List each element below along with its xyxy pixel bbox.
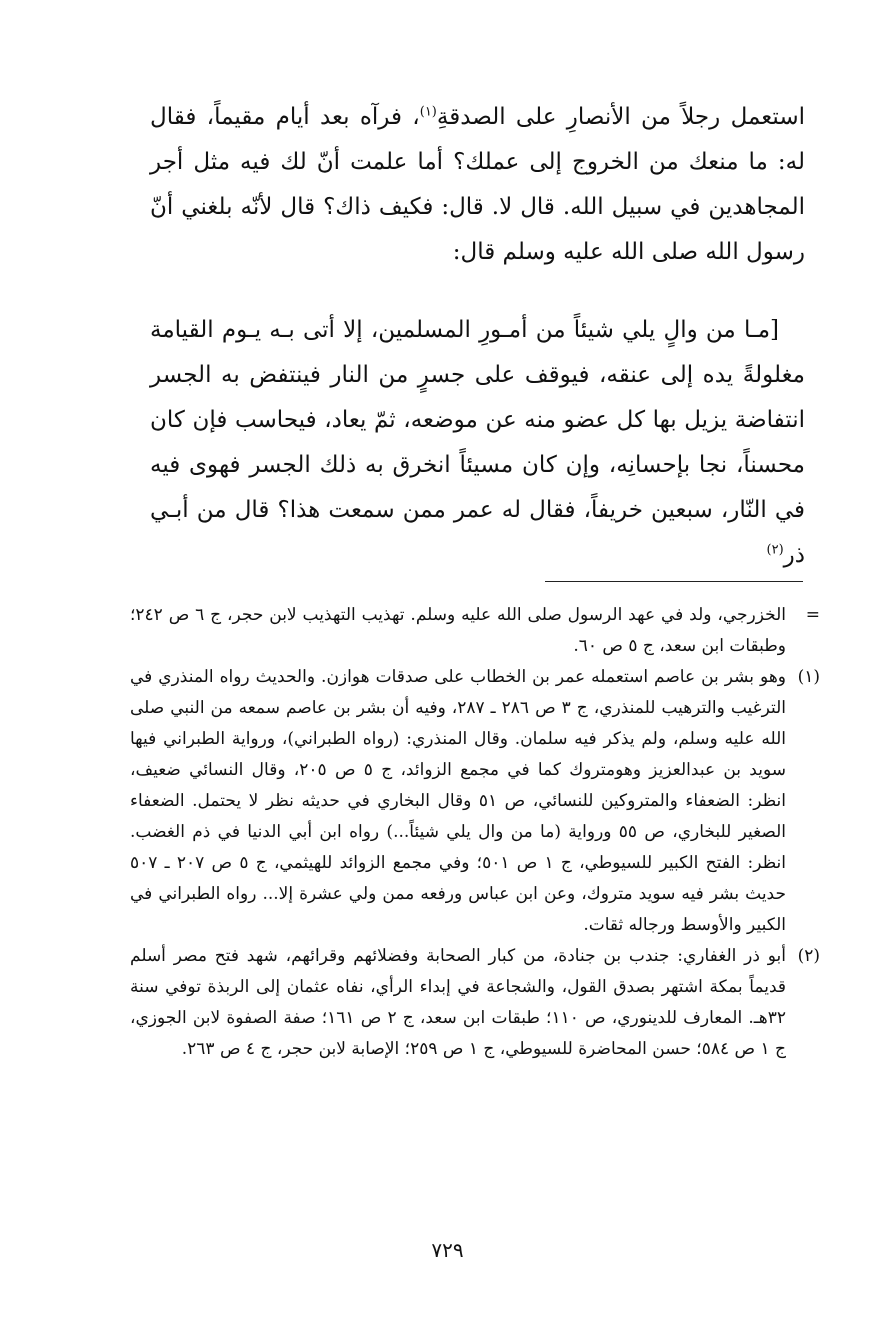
- footnote-marker: (١): [797, 667, 820, 687]
- footnote-1: [130, 662, 820, 941]
- footnotes-section: [130, 600, 820, 1065]
- footnote-text: أبو ذر الغفاري: جندب بن جنادة، من كبار الصحابة وفضلائهم وقرائهم، شهد فتح مصر أسلم قديماً بمكة اشتهر بصدق القول، والشجاعة في إبداء الرأي، نفاه عثمان إلى الربذة توفي سنة ٣٢هـ. المعارف للدينوري، ص ١١٠؛ طبقات ابن سعد، ج ٢ ص ١٦١؛ صفة الصفوة لابن الجوزي، ج ١ ص ٥٨٤؛ حسن المحاضرة للسيوطي، ج ١ ص ٢٥٩؛ الإصابة لابن حجر، ج ٤ ص ٢٦٣.: [130, 946, 786, 1059]
- footnote-reference: (١): [419, 104, 437, 120]
- hadith-paragraph: [150, 308, 805, 578]
- page-number: ٧٢٩: [431, 1238, 464, 1262]
- footnote-continuation: [130, 600, 820, 662]
- body-paragraph: [150, 95, 805, 275]
- footnote-reference: (٢): [766, 542, 784, 558]
- footnote-marker: =: [805, 605, 820, 625]
- body-text: استعمل رجلاً من الأنصارِ على الصدقةِ: [436, 104, 805, 130]
- footnote-separator: [545, 581, 803, 582]
- hadith-text: [مـا من والٍ يلي شيئاً من أمـورِ المسلمين، إلا أتى بـه يـوم القيامة مغلولةً يده إلى عنقه، فيوقف على جسرٍ من النار فينتفض به الجسر انتفاضة يزيل بها كل عضو منه عن موضعه، ثمّ يعاد، فيحاسب فإن كان محسناً، نجا بإحسانِه، وإن كان مسيئاً انخرق به ذلك الجسر فهوى فيه في النّار، سبعين خريفاً، فقال له عمر ممن سمعت هذا؟ قال من أبـي ذر: [150, 317, 805, 568]
- footnote-text: الخزرجي، ولد في عهد الرسول صلى الله عليه وسلم. تهذيب التهذيب لابن حجر، ج ٦ ص ٢٤٢؛ وطبقات ابن سعد، ج ٥ ص ٦٠.: [130, 605, 786, 656]
- body-text: ، فرآه بعد أيام مقيماً، فقال له: ما منعك من الخروج إلى عملك؟ أما علمت أنّ لك فيه مثل أجر المجاهدين في سبيل الله. قال لا. قال: فكيف ذاك؟ قال لأنّه بلغني أنّ رسول الله صلى الله عليه وسلم قال:: [150, 104, 805, 265]
- footnote-marker: (٢): [797, 946, 820, 966]
- footnote-text: وهو بشر بن عاصم استعمله عمر بن الخطاب على صدقات هوازن. والحديث رواه المنذري في الترغيب والترهيب للمنذري، ج ٣ ص ٢٨٦ ـ ٢٨٧، وفيه أن بشر بن عاصم سمعه من النبي صلى الله عليه وسلم، ولم يذكر فيه سلمان. وقال المنذري: (رواه الطبراني)، ورواية الطبراني فيها سويد بن عبدالعزيز وهومتروك كما في مجمع الزوائد، ج ٥ ص ٢٠٥، وقال النسائي ضعيف، انظر: الضعفاء والمتروكين للنسائي، ص ٥١ وقال البخاري في حديثه نظر لا يحتمل. الضعفاء الصغير للبخاري، ص ٥٥ ورواية (ما من وال يلي شيئاً...) رواه ابن أبي الدنيا في ذم الغضب. انظر: الفتح الكبير للسيوطي، ج ١ ص ٥٠١؛ وفي مجمع الزوائد للهيثمي، ج ٥ ص ٢٠٧ ـ ٥٠٧ حديث بشر فيه سويد متروك، وعن ابن عباس ورفعه ممن ولي عشرة إلا... رواه الطبراني في الكبير والأوسط ورجاله ثقات.: [130, 667, 786, 935]
- footnote-2: [130, 941, 820, 1065]
